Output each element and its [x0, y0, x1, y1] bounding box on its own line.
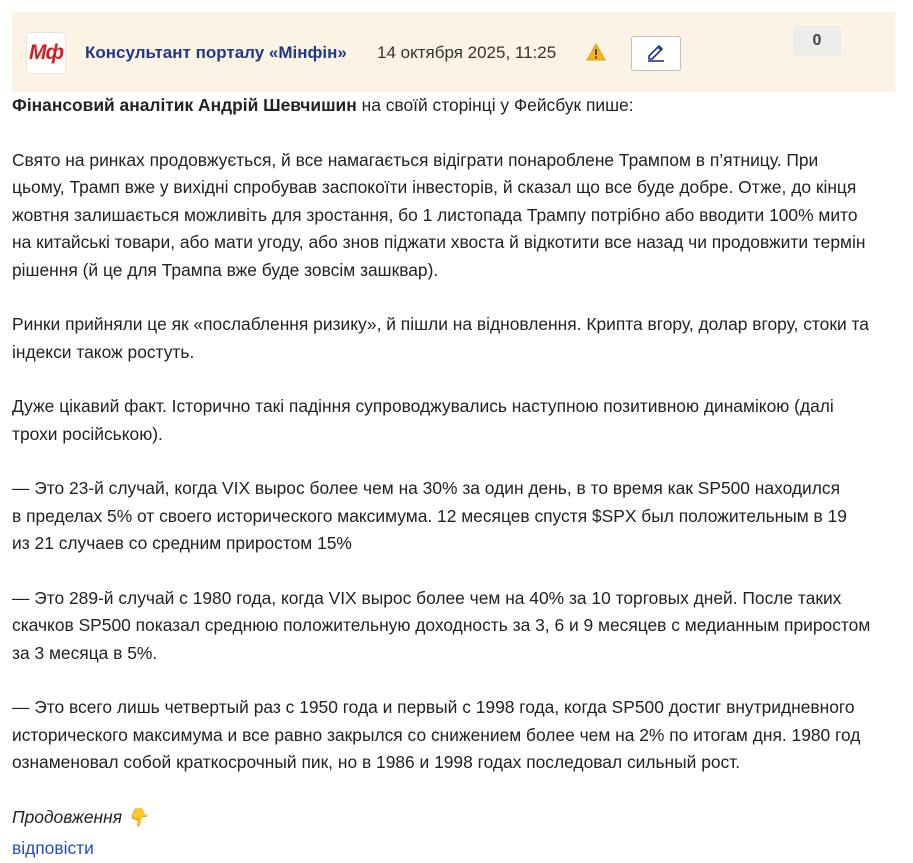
comment-header: [12, 12, 895, 92]
intro-paragraph: [12, 92, 902, 120]
continuation-text: Продовження 👇: [12, 807, 149, 827]
comment-date: 14 октября 2025, 11:25: [377, 43, 557, 62]
paragraph: — Это всего лишь четвертый раз с 1950 года и первый с 1998 года, когда SP500 достиг внутридневного исторического максимума и все равно закрылся со снижением более чем на 2% по итогам дня. 1980 год ознаменовал собой краткосрочный пик, но в 1986 и 1998 годах последовал сильный рост.: [12, 697, 861, 772]
paragraph: Свято на ринках продовжується, й все намагається відіграти понароблене Трампом в п’ятницу. При цьому, Трамп вже у вихідні спробував заспокоїти інвесторів, й сказал що все буде добре. Отже, до кінця жовтня залишається можливіть для зростання, бо 1 листопада Трампу потрібно або вводити 100% мито на китайські товари, або мати угоду, або знов піджати хвоста й відкотити все назад чи продовжити термін рішення (й це для Трампа вже буде зовсім зашквар).: [12, 149, 866, 280]
paragraph: Ринки прийняли це як «послаблення ризику», й пішли на відновлення. Крипта вгору, долар вгору, стоки та індекси також ростуть.: [12, 314, 869, 362]
warning-icon[interactable]: [586, 42, 606, 62]
paragraph: Дуже цікавий факт. Історично такі падіння супроводжувались наступною позитивною динамікою (далі трохи російською).: [12, 396, 834, 444]
intro-text: на своїй сторінці у Фейсбук пише:: [356, 95, 634, 115]
pencil-icon: [645, 40, 667, 67]
edit-button[interactable]: [631, 36, 681, 71]
vote-counter[interactable]: 0: [793, 26, 841, 56]
comment-body: [12, 92, 902, 777]
minfin-logo: Мф: [26, 32, 66, 74]
paragraph: — Это 289-й случай с 1980 года, когда VIX вырос более чем на 40% за 10 торговых дней. После таких скачков SP500 показал среднюю положительную доходность за 3, 6 и 9 месяцев с медианным приростом за 3 месяца в 5%.: [12, 587, 871, 663]
analyst-name: Фінансовий аналітик Андрій Шевчишин: [12, 95, 357, 115]
author-link[interactable]: Консультант порталу «Мінфін»: [85, 43, 347, 62]
reply-link[interactable]: відповісти: [12, 838, 94, 858]
paragraph: — Это 23-й случай, когда VIX вырос более чем на 30% за один день, в то время как SP500 находился в пределах 5% от своего исторического максимума. 12 месяцев спустя $SPX был положительным в 19 из 21 случаев со средним приростом 15%: [12, 478, 847, 553]
